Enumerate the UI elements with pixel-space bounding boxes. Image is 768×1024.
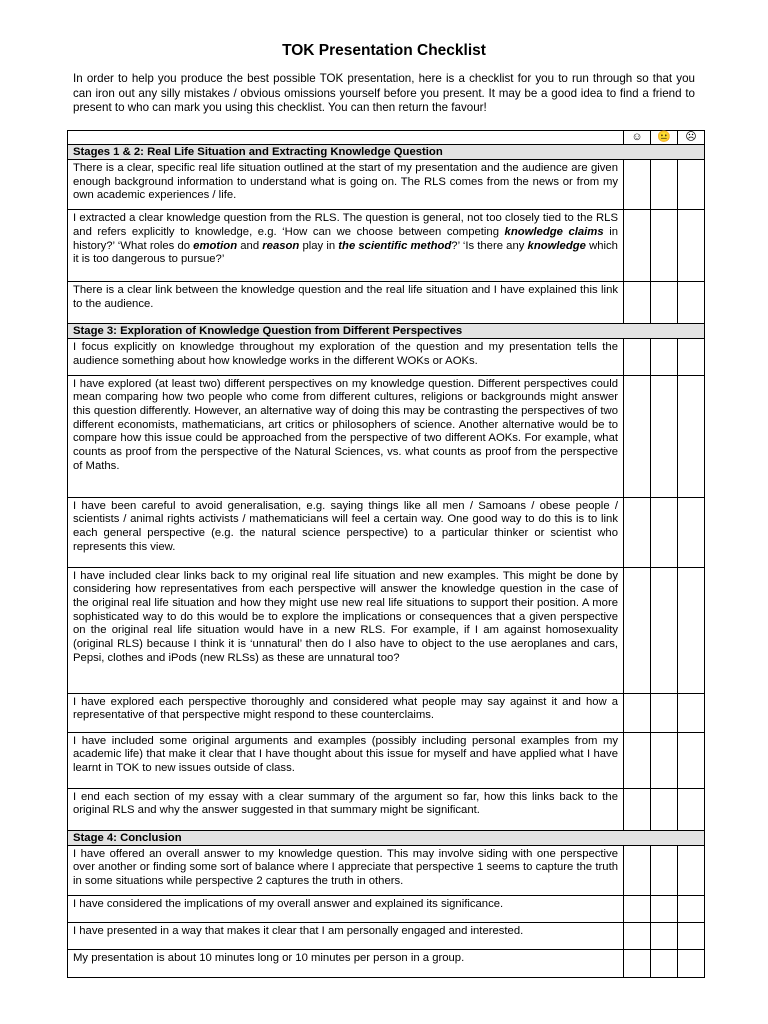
sad-face-icon: ☹ <box>678 131 705 145</box>
neutral-checkbox[interactable] <box>651 922 678 949</box>
rating-header-row <box>68 131 705 145</box>
stage-heading-row <box>68 830 705 845</box>
checklist-row <box>68 567 705 693</box>
checklist-row <box>68 922 705 949</box>
stage-heading-row <box>68 145 705 160</box>
checklist-item-text: I have offered an overall answer to my knowledge question. This may involve siding with one perspective over another or finding some sort of balance where I appreciate that perspective 1 seems to capture the truth in some situations while perspective 2 captures the truth in others. <box>68 845 624 895</box>
checklist-item-text: There is a clear, specific real life situation outlined at the start of my presentation and the audience are given enough background information to understand what is going on. The RLS comes from the news or from my own academic experiences / life. <box>68 160 624 210</box>
checklist-row <box>68 788 705 830</box>
sad-checkbox[interactable] <box>678 210 705 282</box>
neutral-checkbox[interactable] <box>651 375 678 497</box>
happy-checkbox[interactable] <box>624 788 651 830</box>
checklist-item-text: I have included clear links back to my original real life situation and new examples. This might be done by considering how representatives from each perspective will answer the knowledge question in the case of the original real life situation and how they might use new real life situations to support their position. A more sophisticated way to do this would be to explore the implications or consequences that a given perspective on the original real life situation would have in a new RLS. For example, if I am against homosexuality (original RLS) because I think it is ‘unnatural’ then do I also have to object to the use aeroplanes and cars, Pepsi, clothes and iPods (new RLSs) as these are unnatural too? <box>68 567 624 693</box>
sad-checkbox[interactable] <box>678 567 705 693</box>
sad-checkbox[interactable] <box>678 922 705 949</box>
checklist-item-text: I have been careful to avoid generalisation, e.g. saying things like all men / Samoans / obese people / scientists / animal rights activists / mathematicians will feel a certain way. One good way to do this is to link each general perspective (e.g. the natural science perspective) to a particular thinker or scientist who represents this view. <box>68 497 624 567</box>
neutral-checkbox[interactable] <box>651 949 678 977</box>
checklist-item-text: I have considered the implications of my overall answer and explained its significance. <box>68 895 624 922</box>
happy-checkbox[interactable] <box>624 949 651 977</box>
checklist-row <box>68 282 705 324</box>
neutral-checkbox[interactable] <box>651 567 678 693</box>
neutral-checkbox[interactable] <box>651 339 678 375</box>
neutral-checkbox[interactable] <box>651 282 678 324</box>
happy-checkbox[interactable] <box>624 732 651 788</box>
checklist-item-text: I have included some original arguments and examples (possibly including personal examples from my academic life) that make it clear that I have thought about this issue for myself and have applied what I have learnt in TOK to new issues outside of class. <box>68 732 624 788</box>
page-title: TOK Presentation Checklist <box>282 42 486 59</box>
checklist-row <box>68 949 705 977</box>
checklist-row <box>68 210 705 282</box>
neutral-checkbox[interactable] <box>651 845 678 895</box>
neutral-checkbox[interactable] <box>651 732 678 788</box>
checklist-row <box>68 895 705 922</box>
checklist-row <box>68 375 705 497</box>
checklist-item-text: I end each section of my essay with a clear summary of the argument so far, how this links back to the original RLS and why the answer suggested in that summary might be significant. <box>68 788 624 830</box>
sad-checkbox[interactable] <box>678 845 705 895</box>
checklist-item-text: I have presented in a way that makes it clear that I am personally engaged and interested. <box>68 922 624 949</box>
checklist-row <box>68 339 705 375</box>
checklist-item-text: There is a clear link between the knowledge question and the real life situation and I have explained this link to the audience. <box>68 282 624 324</box>
intro-paragraph: In order to help you produce the best possible TOK presentation, here is a checklist for you to run through so that you can iron out any silly mistakes / obvious omissions yourself before you present. It may be a good idea to find a friend to present to who can mark you using this checklist. You can then return the favour! <box>73 72 695 115</box>
sad-checkbox[interactable] <box>678 895 705 922</box>
checklist-item-text: I have explored each perspective thoroughly and considered what people may say against it and how a representative of that perspective might respond to these counterclaims. <box>68 693 624 732</box>
neutral-checkbox[interactable] <box>651 210 678 282</box>
happy-face-icon: ☺ <box>624 131 651 145</box>
checklist-table <box>67 130 705 978</box>
happy-checkbox[interactable] <box>624 339 651 375</box>
happy-checkbox[interactable] <box>624 497 651 567</box>
stage-heading-row <box>68 324 705 339</box>
checklist-item-text: I have explored (at least two) different perspectives on my knowledge question. Different perspectives could mean comparing how two people who come from different cultures, religions or backgrounds might answer this question differently. However, an alternative way of doing this may be contrasting the perspectives of two different economists, mathematicians, art critics or philosophers of science. Another alternative would be to compare how this issue could be approached from the perspective of two different AOKs. For example, what counts as proof from the perspective of the Natural Sciences, vs. what counts as proof from the perspective of Maths. <box>68 375 624 497</box>
checklist-row <box>68 693 705 732</box>
happy-checkbox[interactable] <box>624 922 651 949</box>
stage-heading: Stage 4: Conclusion <box>68 830 705 845</box>
sad-checkbox[interactable] <box>678 497 705 567</box>
checklist-row <box>68 845 705 895</box>
happy-checkbox[interactable] <box>624 845 651 895</box>
happy-checkbox[interactable] <box>624 567 651 693</box>
stage-heading: Stage 3: Exploration of Knowledge Question from Different Perspectives <box>68 324 705 339</box>
happy-checkbox[interactable] <box>624 282 651 324</box>
checklist-item-text: I extracted a clear knowledge question from the RLS. The question is general, not too closely tied to the RLS and refers explicitly to knowledge, e.g. ‘How can we choose between competing knowledge claims in history?’ ‘What roles do emotion and reason play in the scientific method?’ ‘Is there any knowledge which it is too dangerous to pursue?’ <box>68 210 624 282</box>
sad-checkbox[interactable] <box>678 160 705 210</box>
header-blank-cell <box>68 131 624 145</box>
checklist-row <box>68 497 705 567</box>
sad-checkbox[interactable] <box>678 788 705 830</box>
neutral-checkbox[interactable] <box>651 693 678 732</box>
checklist-item-text: My presentation is about 10 minutes long or 10 minutes per person in a group. <box>68 949 624 977</box>
checklist-row <box>68 160 705 210</box>
neutral-checkbox[interactable] <box>651 895 678 922</box>
happy-checkbox[interactable] <box>624 895 651 922</box>
neutral-checkbox[interactable] <box>651 788 678 830</box>
neutral-checkbox[interactable] <box>651 160 678 210</box>
checklist-item-text: I focus explicitly on knowledge throughout my exploration of the question and my presentation tells the audience something about how knowledge works in the different WOKs or AOKs. <box>68 339 624 375</box>
sad-checkbox[interactable] <box>678 282 705 324</box>
sad-checkbox[interactable] <box>678 732 705 788</box>
neutral-checkbox[interactable] <box>651 497 678 567</box>
happy-checkbox[interactable] <box>624 210 651 282</box>
sad-checkbox[interactable] <box>678 949 705 977</box>
sad-checkbox[interactable] <box>678 375 705 497</box>
happy-checkbox[interactable] <box>624 693 651 732</box>
happy-checkbox[interactable] <box>624 375 651 497</box>
neutral-face-icon: 😐 <box>651 131 678 145</box>
stage-heading: Stages 1 & 2: Real Life Situation and Extracting Knowledge Question <box>68 145 705 160</box>
sad-checkbox[interactable] <box>678 339 705 375</box>
sad-checkbox[interactable] <box>678 693 705 732</box>
happy-checkbox[interactable] <box>624 160 651 210</box>
checklist-row <box>68 732 705 788</box>
